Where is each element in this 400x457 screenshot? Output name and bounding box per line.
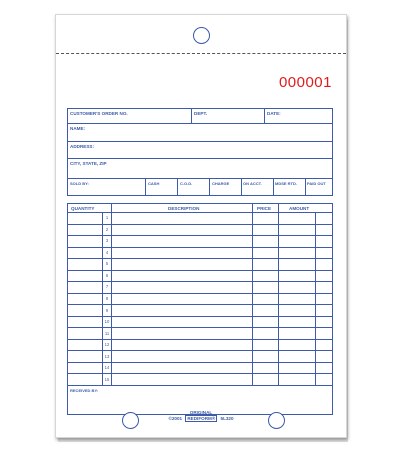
row-number: 6 — [105, 272, 109, 278]
copyright-text: ©2001 — [168, 416, 183, 421]
description-header: DESCRIPTION — [168, 205, 200, 211]
binding-hole-bottom-right — [268, 412, 285, 429]
row-number: 11 — [104, 330, 110, 336]
customer-order-no-label: CUSTOMER'S ORDER NO. — [70, 111, 128, 116]
row-number: 12 — [104, 342, 110, 348]
quantity-header: QUANTITY — [71, 205, 95, 211]
form-number: 000001 — [278, 74, 332, 91]
table-row-line — [68, 373, 332, 374]
row-number: 7 — [105, 284, 109, 290]
table-row-line — [68, 362, 332, 363]
city-state-zip-label: CITY, STATE, ZIP — [70, 161, 107, 166]
mdse-rtd-label: MDSE RTD. — [275, 181, 297, 186]
table-row-line — [68, 235, 332, 236]
sold-by-label: SOLD BY: — [70, 181, 89, 186]
table-row-line — [68, 270, 332, 271]
row-number: 15 — [104, 376, 110, 382]
brand-logo: REDIFORM® — [187, 416, 216, 421]
date-label: DATE: — [267, 111, 281, 116]
cash-label: CASH — [148, 181, 160, 186]
row-number: 13 — [104, 353, 110, 359]
table-row-line — [68, 293, 332, 294]
row-number: 9 — [105, 307, 109, 313]
row-number: 1 — [105, 215, 109, 221]
row-number: 2 — [105, 226, 109, 232]
row-number: 5 — [105, 261, 109, 267]
binding-hole-bottom-left — [122, 412, 139, 429]
perforation-line — [56, 53, 346, 54]
row-number: 10 — [104, 319, 110, 325]
line-items-table — [67, 203, 333, 415]
table-row-line — [68, 327, 332, 328]
table-row-line — [68, 281, 332, 282]
address-label: ADDRESS: — [70, 144, 94, 149]
table-row-line — [68, 316, 332, 317]
received-by-label: RECEIVED BY: — [70, 388, 99, 393]
sale-type-box — [67, 178, 333, 196]
price-header: PRICE — [257, 205, 272, 211]
row-number: 3 — [105, 238, 109, 244]
footer-credit — [56, 416, 346, 421]
dept-label: DEPT. — [194, 111, 208, 116]
amount-header: AMOUNT — [289, 205, 310, 211]
table-row-line — [68, 350, 332, 351]
table-row-line — [68, 258, 332, 259]
table-row-line — [68, 304, 332, 305]
copy-label: ORIGINAL — [189, 410, 213, 415]
binding-hole-top — [193, 27, 210, 44]
on-acct-label: ON ACCT. — [243, 181, 262, 186]
table-row-line — [68, 339, 332, 340]
cod-label: C.O.D. — [180, 181, 193, 186]
charge-label: CHARGE — [212, 181, 230, 186]
customer-info-box — [67, 108, 333, 179]
row-number: 14 — [104, 365, 110, 371]
table-row-line — [68, 224, 332, 225]
row-number: 8 — [105, 296, 109, 301]
row-number: 4 — [105, 249, 109, 255]
name-label: NAME: — [70, 126, 86, 131]
table-row-line — [68, 247, 332, 248]
form-code: 5L320 — [220, 416, 234, 421]
sales-form-sheet — [55, 14, 347, 438]
paid-out-label: PAID OUT — [307, 181, 326, 186]
